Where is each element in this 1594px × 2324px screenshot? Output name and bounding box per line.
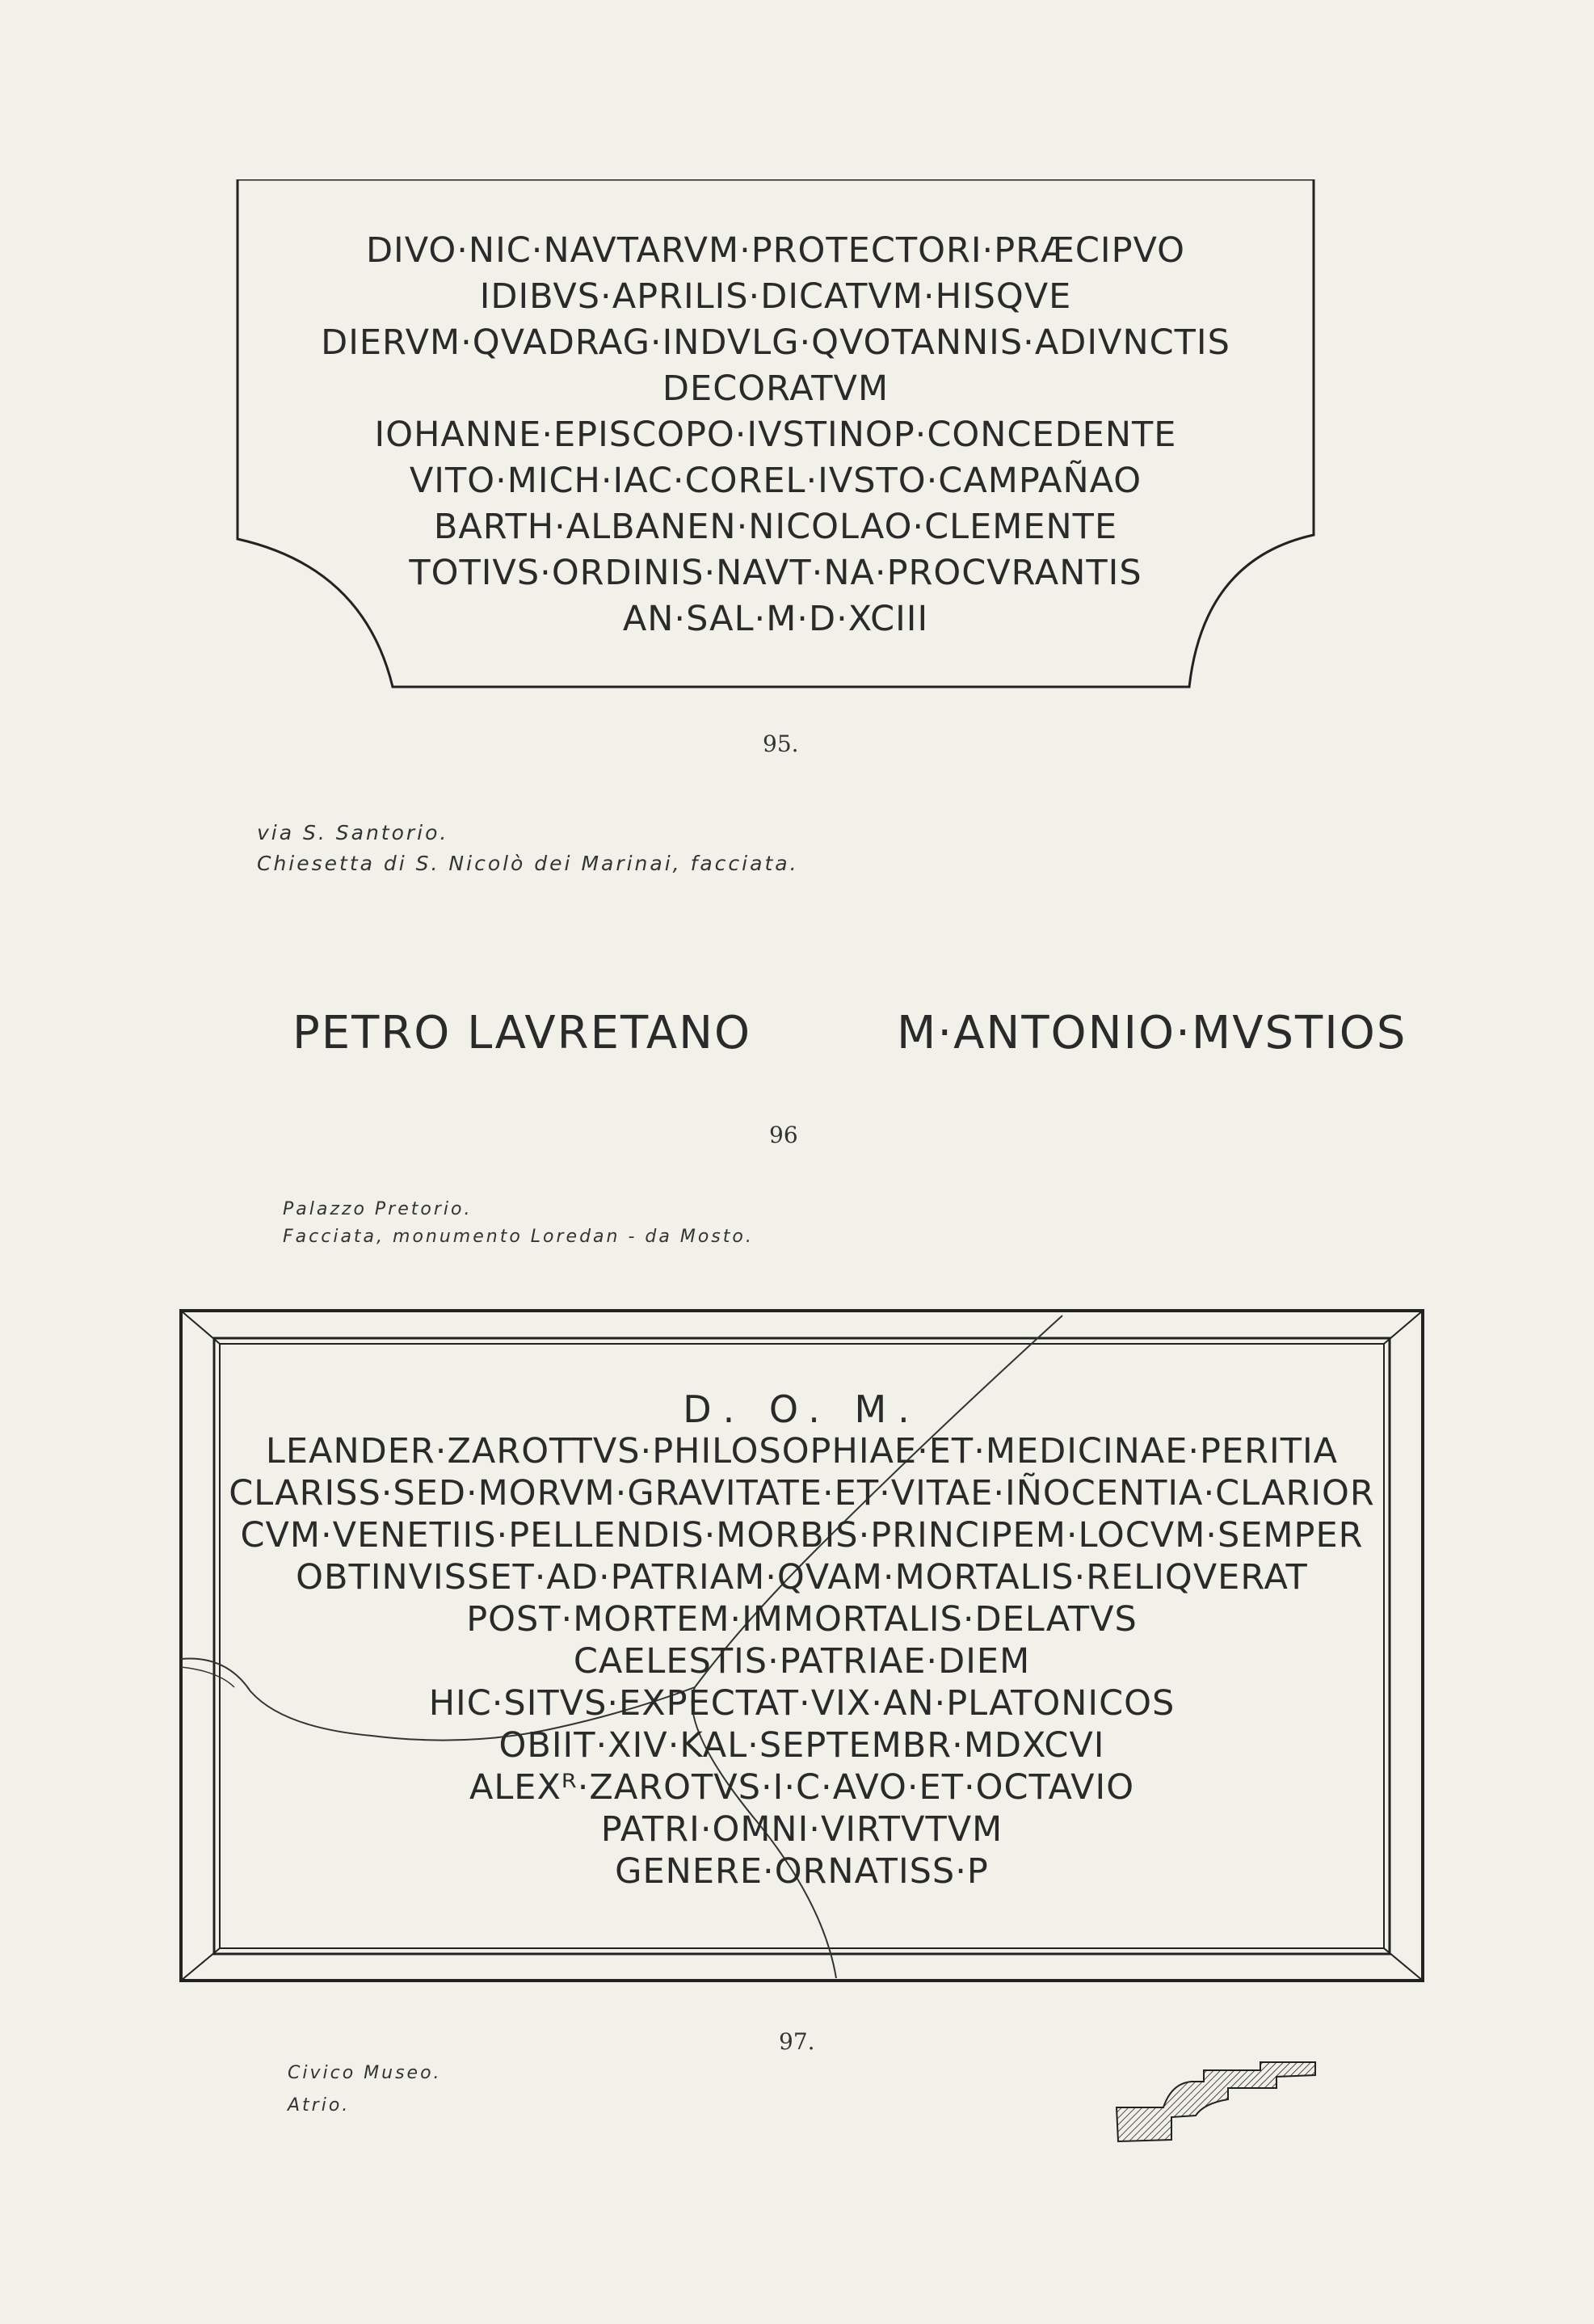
plate-95-number: 95.	[763, 730, 799, 757]
plate-97-line: ALEXᴿ·ZAROTVS·I·C·AVO·ET·OCTAVIO	[469, 1767, 1135, 1808]
plate-97-caption-line: Civico Museo.	[288, 2063, 442, 2083]
plate-95-text	[234, 228, 1317, 642]
plate-97-line: OBTINVISSET·AD·PATRIAM·QVAM·MORTALIS·RELIQVERAT	[296, 1557, 1308, 1598]
plate-95-line: DIERVM·QVADRAG·INDVLG·QVOTANNIS·ADIVNCTIS	[321, 322, 1230, 363]
plate-97-line: POST·MORTEM·IMMORTALIS·DELATVS	[466, 1599, 1138, 1640]
plate-96-number: 96	[769, 1122, 798, 1148]
plate-95-caption-line: Chiesetta di S. Nicolò dei Marinai, facciata.	[257, 852, 799, 875]
plate-97-number: 97.	[779, 2028, 815, 2055]
plate-96-caption-line: Palazzo Pretorio.	[283, 1199, 473, 1219]
plate-97-line: HIC·SITVS·EXPECTAT·VIX·AN·PLATONICOS	[428, 1683, 1176, 1724]
plate-97-line: GENERE·ORNATISS·P	[615, 1851, 989, 1892]
plate-95-line: TOTIVS·ORDINIS·NAVT·NA·PROCVRANTIS	[409, 553, 1142, 593]
moulding-profile-sketch	[1115, 2059, 1317, 2151]
plate-97-line: CVM·VENETIIS·PELLENDIS·MORBIS·PRINCIPEM·LOCVM·SEMPER	[240, 1515, 1364, 1556]
plate-95-line: IOHANNE·EPISCOPO·IVSTINOP·CONCEDENTE	[374, 415, 1177, 455]
plate-97-line: OBIIT·XIV·KAL·SEPTEMBR·MDXCVI	[498, 1725, 1105, 1766]
plate-95-line: AN·SAL·M·D·XCIII	[622, 599, 929, 639]
plate-95-line: DIVO·NIC·NAVTARVM·PROTECTORI·PRÆCIPVO	[365, 230, 1186, 271]
plate-97-line: PATRI·OMNI·VIRTVTVM	[600, 1809, 1003, 1850]
plate-97-line: CAELESTIS·PATRIAE·DIEM	[573, 1641, 1031, 1682]
plate-95-line: IDIBVS·APRILIS·DICATVM·HISQVE	[479, 276, 1072, 317]
plate-97-inscription	[178, 1307, 1426, 1984]
plate-97-line: CLARISS·SED·MORVM·GRAVITATE·ET·VITAE·IÑOCENTIA·CLARIOR	[229, 1473, 1375, 1514]
plate-96-left-inscription: PETRO LAVRETANO	[292, 1007, 752, 1059]
plate-96-caption-line: Facciata, monumento Loredan - da Mosto.	[283, 1227, 754, 1247]
plate-95-caption	[257, 818, 799, 879]
plate-97-text	[178, 1388, 1426, 1892]
plate-95-line: DECORATVM	[662, 368, 890, 409]
plate-95-inscription	[234, 179, 1317, 688]
plate-96-right-inscription: M·ANTONIO·MVSTIOS	[897, 1007, 1407, 1059]
plate-97-line: LEANDER·ZAROTTVS·PHILOSOPHIAE·ET·MEDICINAE·PERITIA	[265, 1431, 1339, 1471]
plate-97-caption	[288, 2057, 442, 2122]
plate-95-line: BARTH·ALBANEN·NICOLAO·CLEMENTE	[433, 507, 1118, 547]
plate-95-line: VITO·MICH·IAC·COREL·IVSTO·CAMPAÑAO	[409, 461, 1142, 501]
plate-97-caption-line: Atrio.	[288, 2095, 351, 2116]
plate-95-caption-line: via S. Santorio.	[257, 821, 449, 844]
plate-97-line: D. O. M.	[683, 1387, 921, 1431]
plate-96-caption	[283, 1196, 754, 1251]
